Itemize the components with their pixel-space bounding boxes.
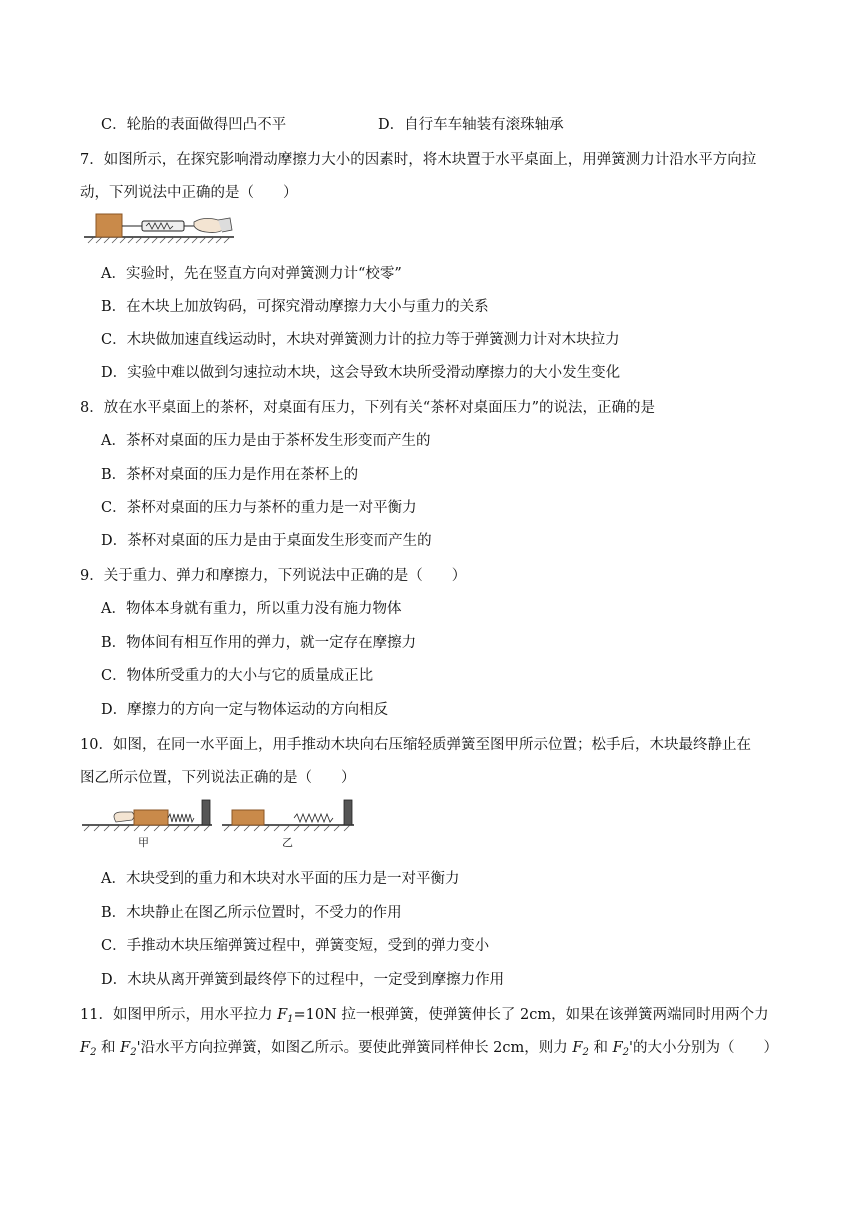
q11-text: 和 — [96, 1040, 121, 1056]
q9-option-b: B．物体间有相互作用的弹力，就一定存在摩擦力 — [101, 635, 417, 651]
q9-option-a: A．物体本身就有重力，所以重力没有施力物体 — [101, 601, 402, 617]
q10-option-b: B．木块静止在图乙所示位置时，不受力的作用 — [101, 905, 402, 921]
q10-figure-spring-block — [82, 798, 358, 850]
q11-text: '沿水平方向拉弹簧，如图乙所示。要使此弹簧同样伸长 2cm，则力 — [136, 1040, 573, 1056]
q7-option-b: B．在木块上加放钩码，可探究滑动摩擦力大小与重力的关系 — [101, 299, 489, 315]
q6-option-c: C．轮胎的表面做得凹凸不平 — [101, 117, 287, 133]
q11-force-symbol: F — [612, 1040, 623, 1056]
q11-text: 和 — [588, 1040, 613, 1056]
q8-option-a: A．茶杯对桌面的压力是由于茶杯发生形变而产生的 — [101, 433, 431, 449]
q11-stem-line2 — [80, 1036, 778, 1058]
q8-stem-line1: 8．放在水平桌面上的茶杯，对桌面有压力，下列有关“茶杯对桌面压力”的说法，正确的是 — [80, 400, 656, 416]
q11-subscript: 2 — [90, 1047, 97, 1058]
q11-stem-line1 — [80, 1003, 769, 1025]
q11-force-symbol: F — [80, 1040, 91, 1056]
q11-text: =10N 拉一根弹簧，使弹簧伸长了 2cm，如果在该弹簧两端同时用两个力 — [293, 1007, 769, 1023]
q7-option-d: D．实验中难以做到匀速拉动木块，这会导致木块所受滑动摩擦力的大小发生变化 — [101, 365, 621, 381]
q11-subscript: 2 — [622, 1047, 629, 1058]
q11-force-symbol: F — [120, 1040, 131, 1056]
q7-option-a: A．实验时，先在竖直方向对弹簧测力计“校零” — [101, 266, 402, 282]
q10-figure-label-right: 乙 — [282, 836, 293, 849]
q8-option-c: C．茶杯对桌面的压力与茶杯的重力是一对平衡力 — [101, 500, 417, 516]
q11-force-symbol: F — [277, 1007, 288, 1023]
q11-subscript: 2 — [582, 1047, 589, 1058]
q11-text: '的大小分别为（ ） — [629, 1040, 778, 1056]
q10-option-d: D．木块从离开弹簧到最终停下的过程中，一定受到摩擦力作用 — [101, 972, 505, 988]
q11-force-symbol: F — [572, 1040, 583, 1056]
q10-stem-line1: 10．如图，在同一水平面上，用手推动木块向右压缩轻质弹簧至图甲所示位置；松手后，木块最终静止在 — [80, 737, 751, 753]
q7-stem-line2: 动，下列说法中正确的是（ ） — [80, 185, 298, 201]
q10-option-a: A．木块受到的重力和木块对水平面的压力是一对平衡力 — [101, 871, 460, 887]
q8-option-d: D．茶杯对桌面的压力是由于桌面发生形变而产生的 — [101, 533, 432, 549]
q8-option-b: B．茶杯对桌面的压力是作用在茶杯上的 — [101, 467, 359, 483]
q7-figure-friction-experiment — [84, 208, 234, 244]
q11-subscript: 2 — [130, 1047, 137, 1058]
q9-stem-line1: 9．关于重力、弹力和摩擦力，下列说法中正确的是（ ） — [80, 568, 467, 584]
q7-option-c: C．木块做加速直线运动时，木块对弹簧测力计的拉力等于弹簧测力计对木块拉力 — [101, 332, 620, 348]
q7-stem-line1: 7．如图所示，在探究影响滑动摩擦力大小的因素时，将木块置于水平桌面上，用弹簧测力计沿水平方向拉 — [80, 152, 757, 168]
q9-option-d: D．摩擦力的方向一定与物体运动的方向相反 — [101, 702, 389, 718]
q9-option-c: C．物体所受重力的大小与它的质量成正比 — [101, 668, 374, 684]
q6-option-d: D．自行车车轴装有滚珠轴承 — [378, 117, 564, 133]
q10-figure-label-left: 甲 — [138, 836, 149, 849]
q11-text: 11．如图甲所示，用水平拉力 — [80, 1007, 278, 1023]
q10-stem-line2: 图乙所示位置，下列说法正确的是（ ） — [80, 770, 356, 786]
q10-option-c: C．手推动木块压缩弹簧过程中，弹簧变短，受到的弹力变小 — [101, 938, 490, 954]
q11-subscript: 1 — [287, 1014, 294, 1025]
